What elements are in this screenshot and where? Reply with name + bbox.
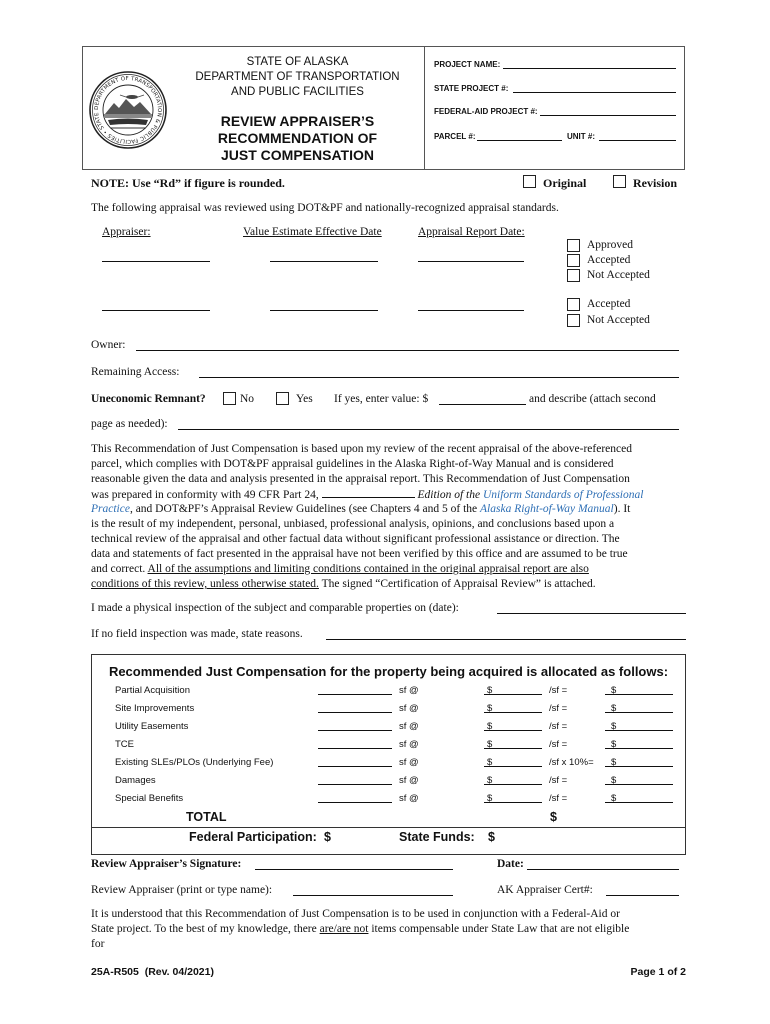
comp-row-per: /sf = (549, 739, 568, 750)
comp-row-sf-field[interactable] (318, 757, 392, 767)
recommendation-edition-text: Edition of the (417, 489, 481, 501)
form-id: 25A-R505 (Rev. 04/2021) (91, 966, 214, 978)
comp-row-unit: sf @ (399, 739, 419, 750)
comp-row-total-field[interactable] (605, 739, 673, 749)
comp-row-rate-field[interactable] (484, 793, 542, 803)
federal-aid-field[interactable] (540, 105, 676, 116)
inspection-date-field[interactable] (497, 603, 686, 614)
comp-row-dollar: $ (487, 703, 493, 714)
comp-row-unit: sf @ (399, 703, 419, 714)
comp-row-per: /sf = (549, 703, 568, 714)
comp-row-total: $ (611, 757, 617, 768)
not-accepted-checkbox-1[interactable] (567, 269, 580, 284)
comp-row-per: /sf = (549, 775, 568, 786)
agency-line-1: STATE OF ALASKA (246, 56, 349, 68)
comp-row-total: $ (611, 739, 617, 750)
page-needed-label: page as needed): (91, 418, 168, 430)
uneconomic-no-label: No (240, 393, 255, 405)
recommendation-line-6: is the result of my independent, personal, unbiased, professional analysis, opinions, and conclusions based upon a (91, 518, 615, 530)
alaska-row-manual-link[interactable]: Alaska Right-of-Way Manual (480, 503, 614, 515)
comp-row-unit: sf @ (399, 721, 419, 732)
federal-aid-label: FEDERAL-AID PROJECT #: (434, 107, 538, 116)
total-value[interactable]: $ (550, 810, 557, 824)
uneconomic-yes-checkbox[interactable] (276, 392, 289, 407)
comp-row-label: Site Improvements (115, 703, 195, 714)
date-label: Date: (497, 858, 524, 870)
closing-line-3: for (91, 938, 105, 950)
comp-row-per: /sf = (549, 685, 568, 696)
state-project-field[interactable] (513, 82, 676, 93)
comp-row-label: Special Benefits (115, 793, 184, 804)
cert-label: AK Appraiser Cert#: (497, 884, 593, 896)
signature-label: Review Appraiser’s Signature: (91, 858, 242, 870)
comp-row-per: /sf = (549, 793, 568, 804)
appraiser-name-label: Review Appraiser (print or type name): (91, 884, 273, 896)
recommendation-it-text: ). It (613, 503, 631, 515)
comp-row-dollar: $ (487, 721, 493, 732)
value-date-field-2[interactable] (270, 300, 378, 311)
remaining-access-field[interactable] (199, 367, 679, 378)
not-accepted-checkbox-2[interactable] (567, 314, 580, 329)
form-title-line-3: JUST COMPENSATION (221, 147, 374, 163)
uspap-link-continued[interactable]: Practice (91, 503, 130, 515)
comp-row-rate-field[interactable] (484, 703, 542, 713)
form-title-line-2: RECOMMENDATION OF (217, 130, 378, 146)
recommendation-line-8: data and statements of fact presented in the appraisal have not been verified by this office and are assumed to be true (91, 548, 628, 560)
comp-row-per: /sf = (549, 721, 568, 732)
project-name-field[interactable] (503, 58, 676, 69)
recommendation-line-4 (91, 487, 643, 503)
comp-row-total-field[interactable] (605, 703, 673, 713)
col-appraiser-header: Appraiser: (102, 226, 151, 238)
accepted-label-1: Accepted (587, 254, 631, 266)
comp-row-dollar: $ (487, 739, 493, 750)
uneconomic-value-field[interactable] (439, 394, 526, 405)
page-number: Page 1 of 2 (630, 966, 686, 978)
state-funds-value[interactable]: $ (488, 830, 495, 844)
comp-row-total-field[interactable] (605, 775, 673, 785)
value-date-field-1[interactable] (270, 251, 378, 262)
uneconomic-value-label: If yes, enter value: $ (334, 393, 429, 405)
comp-row-total-field[interactable] (605, 757, 673, 767)
recommendation-certification-text: The signed “Certification of Appraisal Review” is attached. (321, 578, 596, 590)
appraiser-name-field[interactable] (293, 885, 453, 896)
comp-row-label: Partial Acquisition (115, 685, 190, 696)
recommendation-line-1: This Recommendation of Just Compensation is based upon my review of the recent appraisal of the above-referenced (91, 443, 632, 455)
recommendation-line-10 (91, 577, 596, 592)
recommendation-conditions-cont: conditions of this review, unless otherwise stated. (91, 578, 319, 590)
state-seal-logo (88, 70, 168, 150)
not-accepted-label-1: Not Accepted (587, 269, 650, 281)
comp-row-rate-field[interactable] (484, 757, 542, 767)
are-are-not-option[interactable]: are/are not (319, 923, 369, 935)
uspap-link[interactable]: Uniform Standards of Professional (482, 489, 644, 501)
comp-row-sf-field[interactable] (318, 775, 392, 785)
recommendation-line-3: reasonable given the data and analysis presented in the appraisal report. This Recommendation of Just Compensation (91, 473, 630, 485)
comp-row-total-field[interactable] (605, 793, 673, 803)
comp-row-total: $ (611, 721, 617, 732)
revision-label: Revision (633, 176, 678, 190)
recommendation-line-2: parcel, which complies with DOT&PF appraisal guidelines in the Alaska Right-of-Way Manual and is considered (91, 458, 614, 470)
closing-state-text: State project. To the best of my knowledge, there (91, 923, 317, 935)
form-title-line-1: REVIEW APPRAISER’S (220, 113, 375, 129)
comp-row-total: $ (611, 793, 617, 804)
comp-row-dollar: $ (487, 757, 493, 768)
unit-field[interactable] (599, 130, 676, 141)
owner-field[interactable] (136, 340, 679, 351)
parcel-label: PARCEL #: (434, 132, 476, 141)
comp-row-total-field[interactable] (605, 685, 673, 695)
agency-line-3: AND PUBLIC FACILITIES (231, 86, 364, 98)
compensation-heading: Recommended Just Compensation for the property being acquired is allocated as follows: (108, 664, 669, 679)
comp-row-label: Existing SLEs/PLOs (Underlying Fee) (115, 757, 274, 768)
date-field[interactable] (527, 859, 679, 870)
comp-row-sf-field[interactable] (318, 685, 392, 695)
uneconomic-describe-label: and describe (attach second (529, 393, 656, 405)
closing-line-1: It is understood that this Recommendation of Just Compensation is to be used in conjunction with a Federal-Aid or (91, 908, 620, 920)
inspection-label: I made a physical inspection of the subject and comparable properties on (date): (91, 602, 459, 614)
report-date-field-1[interactable] (418, 251, 524, 262)
recommendation-cfr-text: was prepared in conformity with 49 CFR Part 24, (91, 489, 319, 501)
col-value-date-header: Value Estimate Effective Date (243, 226, 382, 238)
project-name-label: PROJECT NAME: (434, 60, 501, 69)
comp-row-unit: sf @ (399, 685, 419, 696)
accepted-label-2: Accepted (587, 298, 631, 310)
comp-row-total: $ (611, 775, 617, 786)
remaining-access-label: Remaining Access: (91, 366, 180, 378)
closing-items-text: items compensable under State Law that are not eligible (371, 923, 630, 935)
comp-row-sf-field[interactable] (318, 703, 392, 713)
comp-row-rate-field[interactable] (484, 721, 542, 731)
accepted-checkbox-1[interactable] (567, 254, 580, 269)
not-accepted-label-2: Not Accepted (587, 314, 650, 326)
state-funds-label: State Funds: (399, 830, 475, 844)
accepted-checkbox-2[interactable] (567, 298, 580, 313)
comp-row-sf-field[interactable] (318, 793, 392, 803)
closing-line-2 (91, 922, 629, 937)
recommendation-guidelines-text: , and DOT&PF’s Appraisal Review Guidelines (see Chapters 4 and 5 of the (129, 503, 478, 515)
recommendation-correct-text: and correct. (91, 563, 146, 575)
compensation-divider (91, 827, 686, 828)
col-report-date-header: Appraisal Report Date: (418, 226, 525, 238)
no-inspection-reason-field[interactable] (326, 629, 686, 640)
approved-label-1: Approved (587, 239, 633, 251)
comp-row-label: TCE (115, 739, 134, 750)
revision-checkbox[interactable] (613, 175, 626, 190)
comp-row-total-field[interactable] (605, 721, 673, 731)
recommendation-line-5 (91, 502, 630, 517)
report-date-field-2[interactable] (418, 300, 524, 311)
rounding-note: NOTE: Use “Rd” if figure is rounded. (91, 176, 285, 190)
comp-row-unit: sf @ (399, 793, 419, 804)
comp-row-dollar: $ (487, 793, 493, 804)
comp-row-rate-field[interactable] (484, 739, 542, 749)
comp-row-per: /sf x 10%= (549, 757, 594, 768)
uneconomic-description-field[interactable] (178, 419, 679, 430)
recommendation-line-9 (91, 562, 589, 577)
uneconomic-no-checkbox[interactable] (223, 392, 236, 407)
comp-row-total: $ (611, 703, 617, 714)
recommendation-conditions-text: All of the assumptions and limiting conditions contained in the original appraisal report are also (147, 563, 589, 575)
no-inspection-label: If no field inspection was made, state reasons. (91, 628, 303, 640)
intro-text: The following appraisal was reviewed using DOT&PF and nationally-recognized appraisal standards. (91, 202, 559, 214)
owner-label: Owner: (91, 339, 126, 351)
uspap-edition-field[interactable] (322, 487, 415, 498)
appraiser-field-1[interactable] (102, 251, 210, 262)
comp-row-unit: sf @ (399, 757, 419, 768)
cert-field[interactable] (606, 885, 679, 896)
comp-row-dollar: $ (487, 775, 493, 786)
comp-row-label: Damages (115, 775, 156, 786)
uneconomic-yes-label: Yes (296, 393, 313, 405)
comp-row-dollar: $ (487, 685, 493, 696)
comp-row-label: Utility Easements (115, 721, 189, 732)
parcel-field[interactable] (477, 130, 562, 141)
comp-row-sf-field[interactable] (318, 721, 392, 731)
comp-row-unit: sf @ (399, 775, 419, 786)
comp-row-rate-field[interactable] (484, 685, 542, 695)
original-checkbox[interactable] (523, 175, 536, 190)
uneconomic-remnant-label: Uneconomic Remnant? (91, 393, 206, 405)
comp-row-rate-field[interactable] (484, 775, 542, 785)
unit-label: UNIT #: (567, 132, 595, 141)
approved-checkbox-1[interactable] (567, 239, 580, 254)
comp-row-sf-field[interactable] (318, 739, 392, 749)
agency-line-2: DEPARTMENT OF TRANSPORTATION (195, 71, 400, 83)
state-project-label: STATE PROJECT #: (434, 84, 509, 93)
total-label: TOTAL (186, 810, 227, 824)
federal-participation-label: Federal Participation: (189, 830, 317, 844)
comp-row-total: $ (611, 685, 617, 696)
recommendation-line-7: technical review of the appraisal and other factual data without significant professional assistance or direction. The (91, 533, 620, 545)
svg-text:DEPARTMENT OF TRANSPORTATION &: DEPARTMENT OF TRANSPORTATION & PUBLIC FACILITIES • STATE (93, 75, 163, 145)
appraiser-field-2[interactable] (102, 300, 210, 311)
original-label: Original (543, 176, 587, 190)
federal-participation-value[interactable]: $ (324, 830, 331, 844)
signature-field[interactable] (255, 859, 453, 870)
